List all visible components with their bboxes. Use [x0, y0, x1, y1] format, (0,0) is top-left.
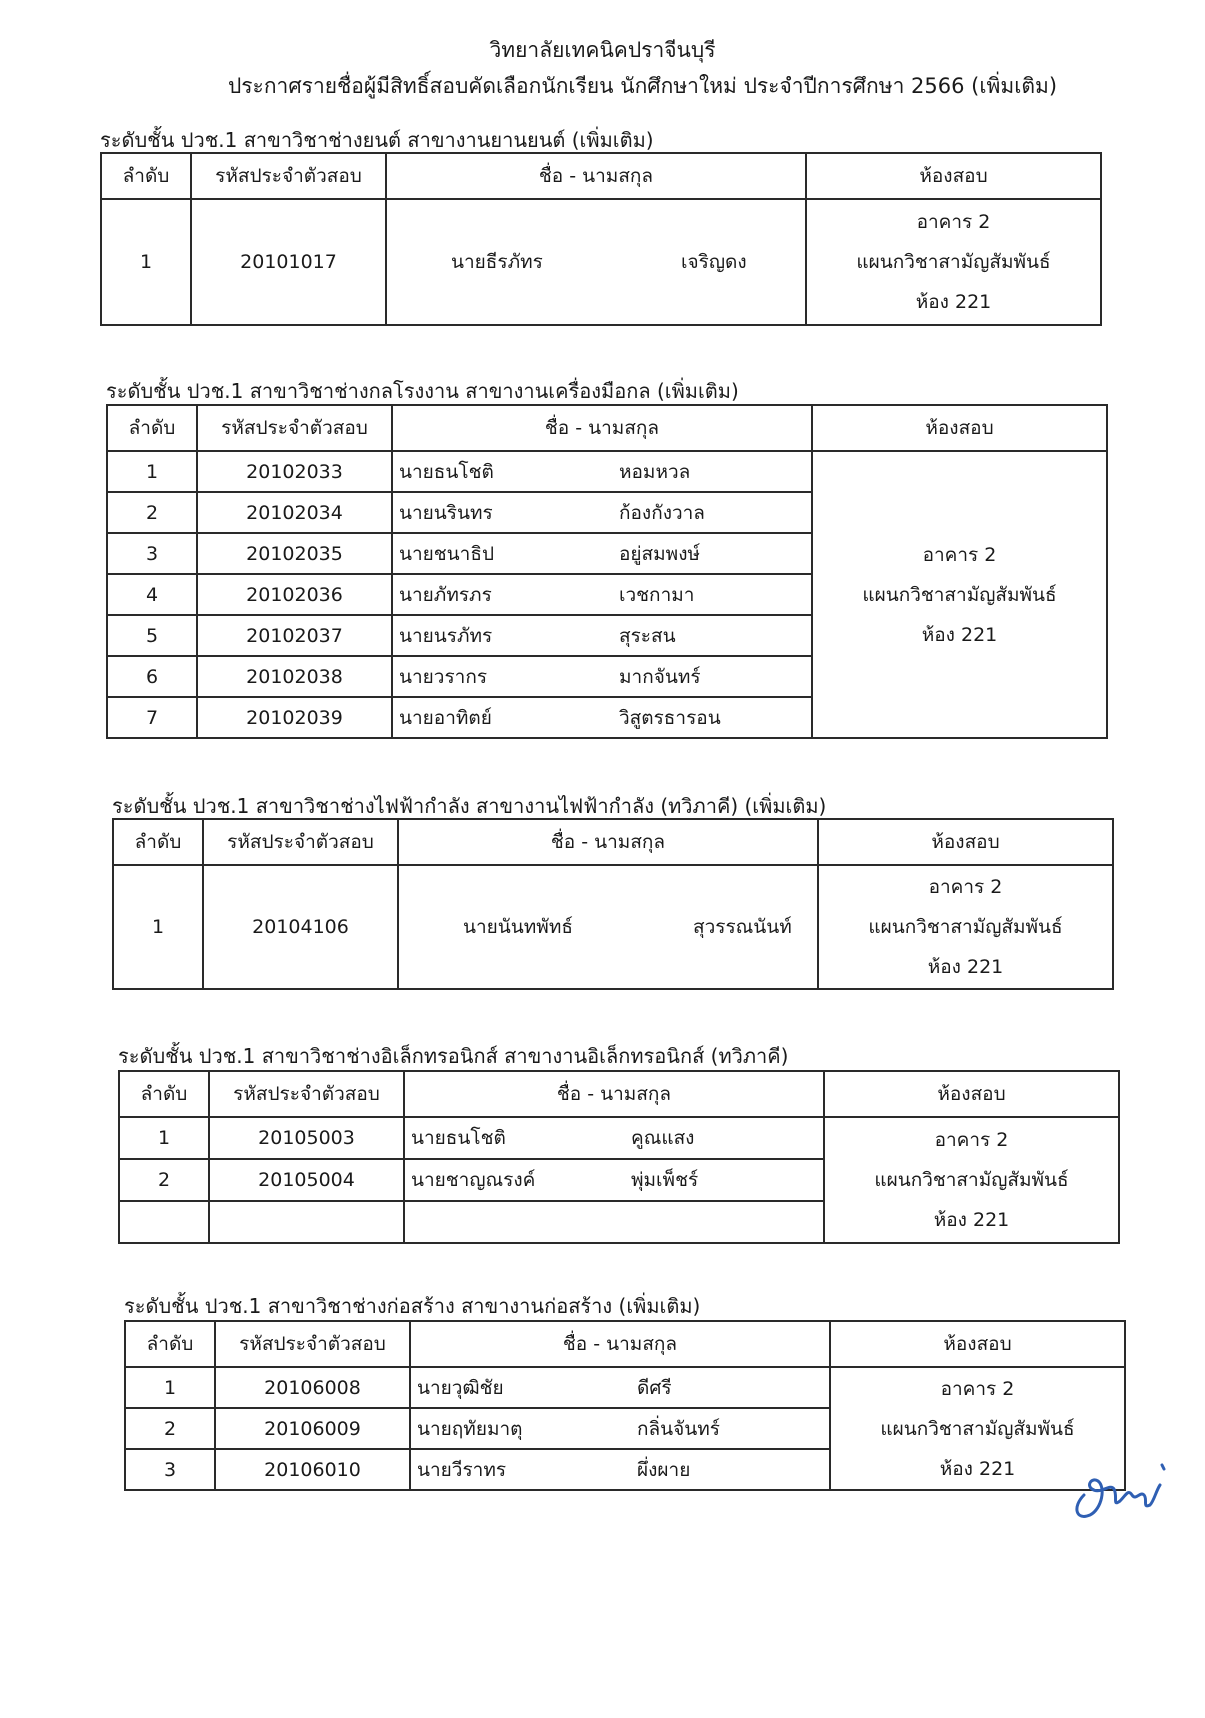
table-automotive [100, 152, 1102, 326]
header-order: ลำดับ [125, 1321, 215, 1367]
last-name: ก้องกังวาล [619, 501, 705, 524]
header-room: ห้องสอบ [806, 153, 1101, 199]
table-row [125, 1367, 1125, 1408]
row-order: 1 [119, 1117, 209, 1159]
header-room: ห้องสอบ [818, 819, 1113, 865]
room-number: ห้อง 221 [921, 623, 998, 646]
header-room: ห้องสอบ [830, 1321, 1125, 1367]
header-order: ลำดับ [101, 153, 191, 199]
row-exam-id: 20102037 [197, 615, 392, 656]
signature [1062, 1455, 1172, 1525]
row-exam-id: 20105003 [209, 1117, 404, 1159]
last-name: อยู่สมพงษ์ [619, 542, 700, 565]
header-exam-id: รหัสประจำตัวสอบ [209, 1071, 404, 1117]
row-order: 4 [107, 574, 197, 615]
row-exam-id: 20102036 [197, 574, 392, 615]
last-name: สุวรรณนันท์ [693, 916, 792, 938]
empty-cell [209, 1201, 404, 1243]
row-order: 2 [125, 1408, 215, 1449]
room-number: ห้อง 221 [915, 291, 992, 313]
table-row [107, 451, 1107, 492]
room-department: แผนกวิชาสามัญสัมพันธ์ [856, 251, 1051, 273]
first-name: นายวุฒิชัย [417, 1376, 504, 1399]
table-row [101, 199, 1101, 325]
room-building: อาคาร 2 [928, 876, 1003, 898]
document-title: วิทยาลัยเทคนิคปราจีนบุรี [489, 38, 716, 62]
room-building: อาคาร 2 [934, 1129, 1009, 1151]
table-machine-shop [106, 404, 1108, 739]
row-exam-id: 20106008 [215, 1367, 410, 1408]
row-order: 5 [107, 615, 197, 656]
last-name: คูณแสง [631, 1127, 695, 1149]
section-heading-electrical-power: ระดับชั้น ปวช.1 สาขาวิชาช่างไฟฟ้ากำลัง สาขางานไฟฟ้ากำลัง (ทวิภาคี) (เพิ่มเติม) [112, 794, 827, 818]
row-exam-id: 20106009 [215, 1408, 410, 1449]
row-order: 3 [125, 1449, 215, 1490]
header-name: ชื่อ - นามสกุล [410, 1321, 830, 1367]
row-exam-id: 20106010 [215, 1449, 410, 1490]
section-heading-construction: ระดับชั้น ปวช.1 สาขาวิชาช่างก่อสร้าง สาขางานก่อสร้าง (เพิ่มเติม) [124, 1294, 701, 1318]
exam-room-cell [824, 1117, 1119, 1243]
first-name: นายภัทรภร [399, 583, 492, 606]
room-number: ห้อง 221 [933, 1209, 1010, 1231]
row-exam-id: 20102039 [197, 697, 392, 738]
row-exam-id: 20104106 [203, 865, 398, 989]
header-name: ชื่อ - นามสกุล [398, 819, 818, 865]
row-order: 7 [107, 697, 197, 738]
table-electrical-power [112, 818, 1114, 990]
last-name: ดีศรี [637, 1376, 672, 1399]
first-name: นายชนาธิป [399, 542, 494, 565]
row-name [392, 451, 812, 492]
row-name [386, 199, 806, 325]
exam-room-cell [806, 199, 1101, 325]
header-exam-id: รหัสประจำตัวสอบ [191, 153, 386, 199]
row-order: 2 [119, 1159, 209, 1201]
room-building: อาคาร 2 [916, 211, 991, 233]
last-name: สุระสน [619, 624, 676, 647]
header-order: ลำดับ [113, 819, 203, 865]
last-name: เจริญดง [681, 251, 747, 273]
empty-cell [404, 1201, 824, 1243]
row-order: 6 [107, 656, 197, 697]
header-name: ชื่อ - นามสกุล [386, 153, 806, 199]
header-order: ลำดับ [119, 1071, 209, 1117]
section-heading-electronics: ระดับชั้น ปวช.1 สาขาวิชาช่างอิเล็กทรอนิกส์ สาขางานอิเล็กทรอนิกส์ (ทวิภาคี) [118, 1044, 789, 1068]
table-construction [124, 1320, 1126, 1491]
first-name: นายวีราทร [417, 1458, 507, 1481]
row-exam-id: 20101017 [191, 199, 386, 325]
exam-room-cell [818, 865, 1113, 989]
room-building: อาคาร 2 [940, 1377, 1015, 1400]
first-name: นายชาญณรงค์ [411, 1169, 536, 1191]
room-number: ห้อง 221 [927, 956, 1004, 978]
row-order: 1 [125, 1367, 215, 1408]
room-department: แผนกวิชาสามัญสัมพันธ์ [880, 1417, 1075, 1440]
row-name [410, 1367, 830, 1408]
row-order: 2 [107, 492, 197, 533]
empty-cell [119, 1201, 209, 1243]
last-name: เวชกามา [619, 583, 695, 606]
row-exam-id: 20102033 [197, 451, 392, 492]
header-room: ห้องสอบ [824, 1071, 1119, 1117]
row-name [410, 1449, 830, 1490]
first-name: นายธีรภัทร [451, 251, 543, 273]
last-name: พุ่มเพ็ชร์ [631, 1169, 699, 1191]
row-name [404, 1159, 824, 1201]
first-name: นายนรภัทร [399, 624, 493, 647]
header-exam-id: รหัสประจำตัวสอบ [203, 819, 398, 865]
row-exam-id: 20105004 [209, 1159, 404, 1201]
section-heading-machine-shop: ระดับชั้น ปวช.1 สาขาวิชาช่างกลโรงงาน สาขางานเครื่องมือกล (เพิ่มเติม) [106, 379, 739, 403]
row-name [392, 533, 812, 574]
first-name: นายอาทิตย์ [399, 706, 492, 729]
table-electronics [118, 1070, 1120, 1244]
header-exam-id: รหัสประจำตัวสอบ [197, 405, 392, 451]
row-order: 3 [107, 533, 197, 574]
table-row [113, 865, 1113, 989]
last-name: วิสูตรธารอน [619, 706, 721, 729]
first-name: นายฤทัยมาตุ [417, 1417, 523, 1440]
last-name: หอมหวล [619, 460, 691, 483]
row-exam-id: 20102035 [197, 533, 392, 574]
row-order: 1 [113, 865, 203, 989]
first-name: นายนันทพัทธ์ [463, 916, 573, 938]
room-building: อาคาร 2 [922, 543, 997, 566]
row-exam-id: 20102038 [197, 656, 392, 697]
row-order: 1 [107, 451, 197, 492]
row-name [392, 656, 812, 697]
first-name: นายธนโชติ [411, 1127, 506, 1149]
last-name: มากจันทร์ [619, 665, 701, 688]
row-name [392, 615, 812, 656]
first-name: นายวรากร [399, 665, 488, 688]
section-heading-automotive: ระดับชั้น ปวช.1 สาขาวิชาช่างยนต์ สาขางานยานยนต์ (เพิ่มเติม) [100, 128, 654, 152]
header-order: ลำดับ [107, 405, 197, 451]
row-order: 1 [101, 199, 191, 325]
table-row [119, 1117, 1119, 1159]
first-name: นายนรินทร [399, 501, 493, 524]
row-name [392, 697, 812, 738]
header-room: ห้องสอบ [812, 405, 1107, 451]
document-subtitle: ประกาศรายชื่อผู้มีสิทธิ์สอบคัดเลือกนักเรียน นักศึกษาใหม่ ประจำปีการศึกษา 2566 (เพิ่มเติม) [227, 74, 1058, 98]
row-exam-id: 20102034 [197, 492, 392, 533]
row-name [410, 1408, 830, 1449]
first-name: นายธนโชติ [399, 460, 494, 483]
room-department: แผนกวิชาสามัญสัมพันธ์ [868, 916, 1063, 938]
last-name: กลิ่นจันทร์ [637, 1417, 720, 1440]
header-exam-id: รหัสประจำตัวสอบ [215, 1321, 410, 1367]
header-name: ชื่อ - นามสกุล [404, 1071, 824, 1117]
row-name [392, 492, 812, 533]
room-number: ห้อง 221 [939, 1457, 1016, 1480]
row-name [392, 574, 812, 615]
row-name [404, 1117, 824, 1159]
exam-room-cell [812, 451, 1107, 738]
last-name: ผึ่งผาย [637, 1458, 691, 1481]
room-department: แผนกวิชาสามัญสัมพันธ์ [862, 583, 1057, 606]
room-department: แผนกวิชาสามัญสัมพันธ์ [874, 1169, 1069, 1191]
row-name [398, 865, 818, 989]
header-name: ชื่อ - นามสกุล [392, 405, 812, 451]
